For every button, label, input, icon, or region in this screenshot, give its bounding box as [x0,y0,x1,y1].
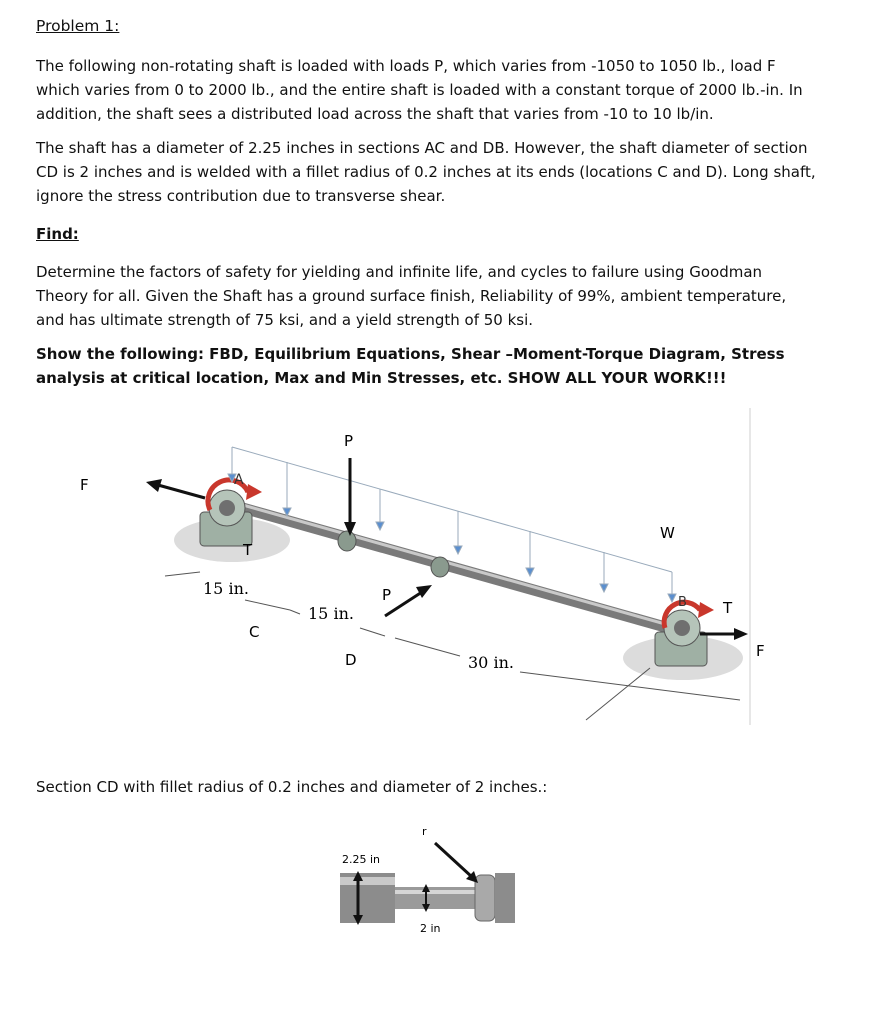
label-w: W [660,524,675,542]
problem-paragraph-show-work: Show the following: FBD, Equilibrium Equations, Shear –Moment-Torque Diagram, Stress analysis at critical location, Max and Min Stresses, etc. SHOW ALL YOUR WORK!!! [36,345,785,387]
label-d: D [345,651,357,669]
dimension-15-first: 15 in. [203,579,249,598]
problem-heading: Problem 1: [36,17,120,35]
collar-c [338,531,356,551]
label-2-25-in: 2.25 in [342,853,381,866]
label-r: r [422,825,427,838]
section-detail-figure [300,815,540,945]
section-caption: Section CD with fillet radius of 0.2 inches and diameter of 2 inches.: [36,778,548,796]
label-p-mid: P [382,586,392,604]
dimension-15-second: 15 in. [308,604,354,623]
label-f-right: F [756,642,765,660]
radius-arrow [435,843,472,877]
label-t-right: T [723,599,733,617]
label-p-top: P [344,432,354,450]
problem-paragraph-loads: The following non-rotating shaft is loaded with loads P, which varies from -1050 to 1050 lb., load F which varies from 0 to 2000 lb., and the entire shaft is loaded with a constant torque of 2000 lb.-in. In addition, the shaft sees a distributed load across the shaft that varies from -10 to 10 lb/in. [36,57,803,123]
collar-d [431,557,449,577]
problem-paragraph-geometry: The shaft has a diameter of 2.25 inches in sections AC and DB. However, the shaft diameter of section CD is 2 inches and is welded with a fillet radius of 0.2 inches at its ends (locations C and D). Long shaft, ignore the stress contribution due to transverse shear. [36,139,816,205]
problem-document [36,14,816,400]
label-f-left: F [80,476,89,494]
label-a: A [234,472,244,488]
problem-paragraph-task: Determine the factors of safety for yielding and infinite life, and cycles to failure using Goodman Theory for all. Given the Shaft has a ground surface finish, Reliability of 99%, ambient temperature, and has ultimate strength of 75 ksi, and a yield strength of 50 ksi. [36,263,787,329]
shaft-figure [0,400,882,730]
distributed-load-line [232,447,672,572]
weld-fillet [475,875,495,921]
label-2-in: 2 in [420,922,441,935]
label-t-left: T [243,541,253,559]
dimension-30: 30 in. [468,653,514,672]
label-c: C [249,623,260,641]
find-heading: Find: [36,225,79,243]
label-b: B [678,595,687,610]
force-f-left-arrow [158,485,205,498]
